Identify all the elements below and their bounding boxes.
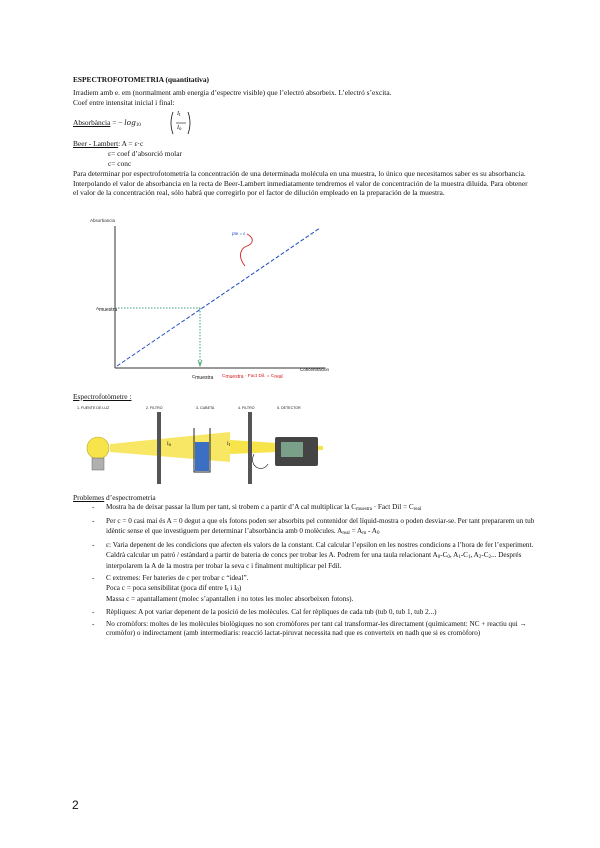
- section-heading: ESPECTROFOTOMETRIA (quantitativa): [73, 75, 209, 84]
- calibration-line: [117, 228, 320, 366]
- list-item: - No cromòfors: moltes de les molècules biològiques no son cromòfores per tant cal transformar-les directament (químicament: NC + reactiu qui → cromòfor) o indirectament (amb intermediaris: reacció lactat-piruvat necessita nad que es converteix en nadh que si es cromòforo): [92, 620, 527, 638]
- slope-label: pte = ε: [232, 231, 246, 236]
- label-detector: 5. DETECTOR: [277, 406, 301, 410]
- conc-def: c= conc: [108, 159, 132, 168]
- intro-line-1: Irradiem amb e. em (normalment amb energia d’espectre visible) que l’electró absorbeix. L’electró s’excita.: [73, 88, 392, 97]
- absorbance-label: Absorbància: [73, 118, 111, 127]
- slope-annotation: [241, 234, 253, 266]
- beer-lambert-label: Beer - Lambert: [73, 139, 119, 148]
- spectrophotometer-diagram: [78, 410, 333, 486]
- absorbance-equals: = −: [112, 118, 123, 127]
- problems-title: Problemes d’espectrometria: [73, 493, 156, 502]
- label-filter-2: 4. FILTRO: [238, 406, 255, 410]
- absorbance-formula: [73, 118, 141, 130]
- detector-screen: [281, 442, 303, 457]
- label-light: 1. FUENTE DE LUZ: [77, 406, 110, 410]
- list-item: - Mostra ha de deixar passar la llum per tant, si trobem c a partir d’A cal multiplicar la $C_{muestra}$ · Fact Dil = $C_{real}$: [92, 503, 422, 512]
- i0-label: Io: [167, 442, 172, 448]
- it-label: It: [227, 442, 231, 448]
- bulb-base: [92, 458, 104, 470]
- beer-lambert: [73, 139, 143, 148]
- interpolation-paragraph: Para determinar por espectrofotometría la concentración de una determinada molécula en una muestra, lo único que necesitamos saber es su absorbancia. Interpolando el valor de absorbancia en la recta de Beer-Lambert inmediatamente tendremos el valor de concentración de la muestra diluida. Para obtener el valor de la concentración real, sólo habrá que corregirlo por el factor de dilución empleado en la preparación de la muestra.: [73, 169, 528, 198]
- page-number: 2: [72, 798, 79, 812]
- bulb-icon: [87, 437, 109, 459]
- log-base: 10: [135, 123, 141, 128]
- epsilon-def: ε= coef d’absorció molar: [108, 149, 182, 158]
- list-item: - Rèpliques: A pot variar depenent de la posició de les molècules. Cal fer rèpliques de cada tub (tub 0, tub 1, tub 2...): [92, 607, 437, 616]
- beer-lambert-graph: [85, 216, 370, 388]
- label-cuvette: 3. CUBETA: [196, 406, 215, 410]
- real-conc-formula: Cmuestra · Fact Dil. = Creal: [222, 374, 283, 380]
- beer-lambert-formula: : A = ε·c: [118, 139, 144, 148]
- spectro-title: Espectrofotòmetre :: [73, 392, 132, 401]
- list-item: - C extremes: Fer bateries de c per trobar c “ideal”. Poca c = poca sensibilitat (poca dif entre $I_t$ i $I_0$) Massa c = apantallament (molec s’apantallen i no totes les molec absorbeixen fotons).: [92, 574, 354, 604]
- y-axis-label: Absorbancia: [90, 218, 116, 223]
- c-muestra-label: Cmuestra: [192, 374, 214, 381]
- label-filter-1: 2. FILTRO: [146, 406, 163, 410]
- filter-1-icon: [157, 412, 161, 484]
- list-item: - ε: Varia depenent de les condicions que afecten els valors de la constant. Cal calcular l’epsilon en les nostres condicions a l’hora de fer l’experiment. Caldrà calcular un patró / estàndard a partir de bateria de concs per trobar les A. Podrem fer una taula relacionant $A_0-C_0$, $A_1-C_1$, $A_2-C_2$... Després interpolarem la A de la mostra per trobar la seva c i finalment multiplicar pel Fdil.: [92, 541, 534, 571]
- a-muestra-label: Amuestra: [96, 306, 118, 313]
- fraction-den: $I_o$: [177, 125, 182, 132]
- intro-line-2: Coef entre intensitat inicial i final:: [73, 98, 175, 107]
- problems-list: [72, 503, 538, 640]
- fraction-num: $I_t$: [177, 111, 181, 118]
- log-symbol: log: [124, 118, 136, 127]
- list-item: - Per c = 0 casi mai és A = 0 degut a que els fotons poden ser absorbits pel contenidor del líquid-mostra o poden desviar-se. Per tant prepararem un tub idèntic sense el que investiguem per determinar l’absorbància amb 0 molècules. $A_{real} = A_m - A_0$: [92, 517, 535, 536]
- x-axis-label: Concentración: [300, 367, 330, 372]
- cuvette-liquid: [195, 442, 209, 471]
- filter-2-icon: [248, 412, 252, 484]
- detector-cable: [253, 454, 268, 469]
